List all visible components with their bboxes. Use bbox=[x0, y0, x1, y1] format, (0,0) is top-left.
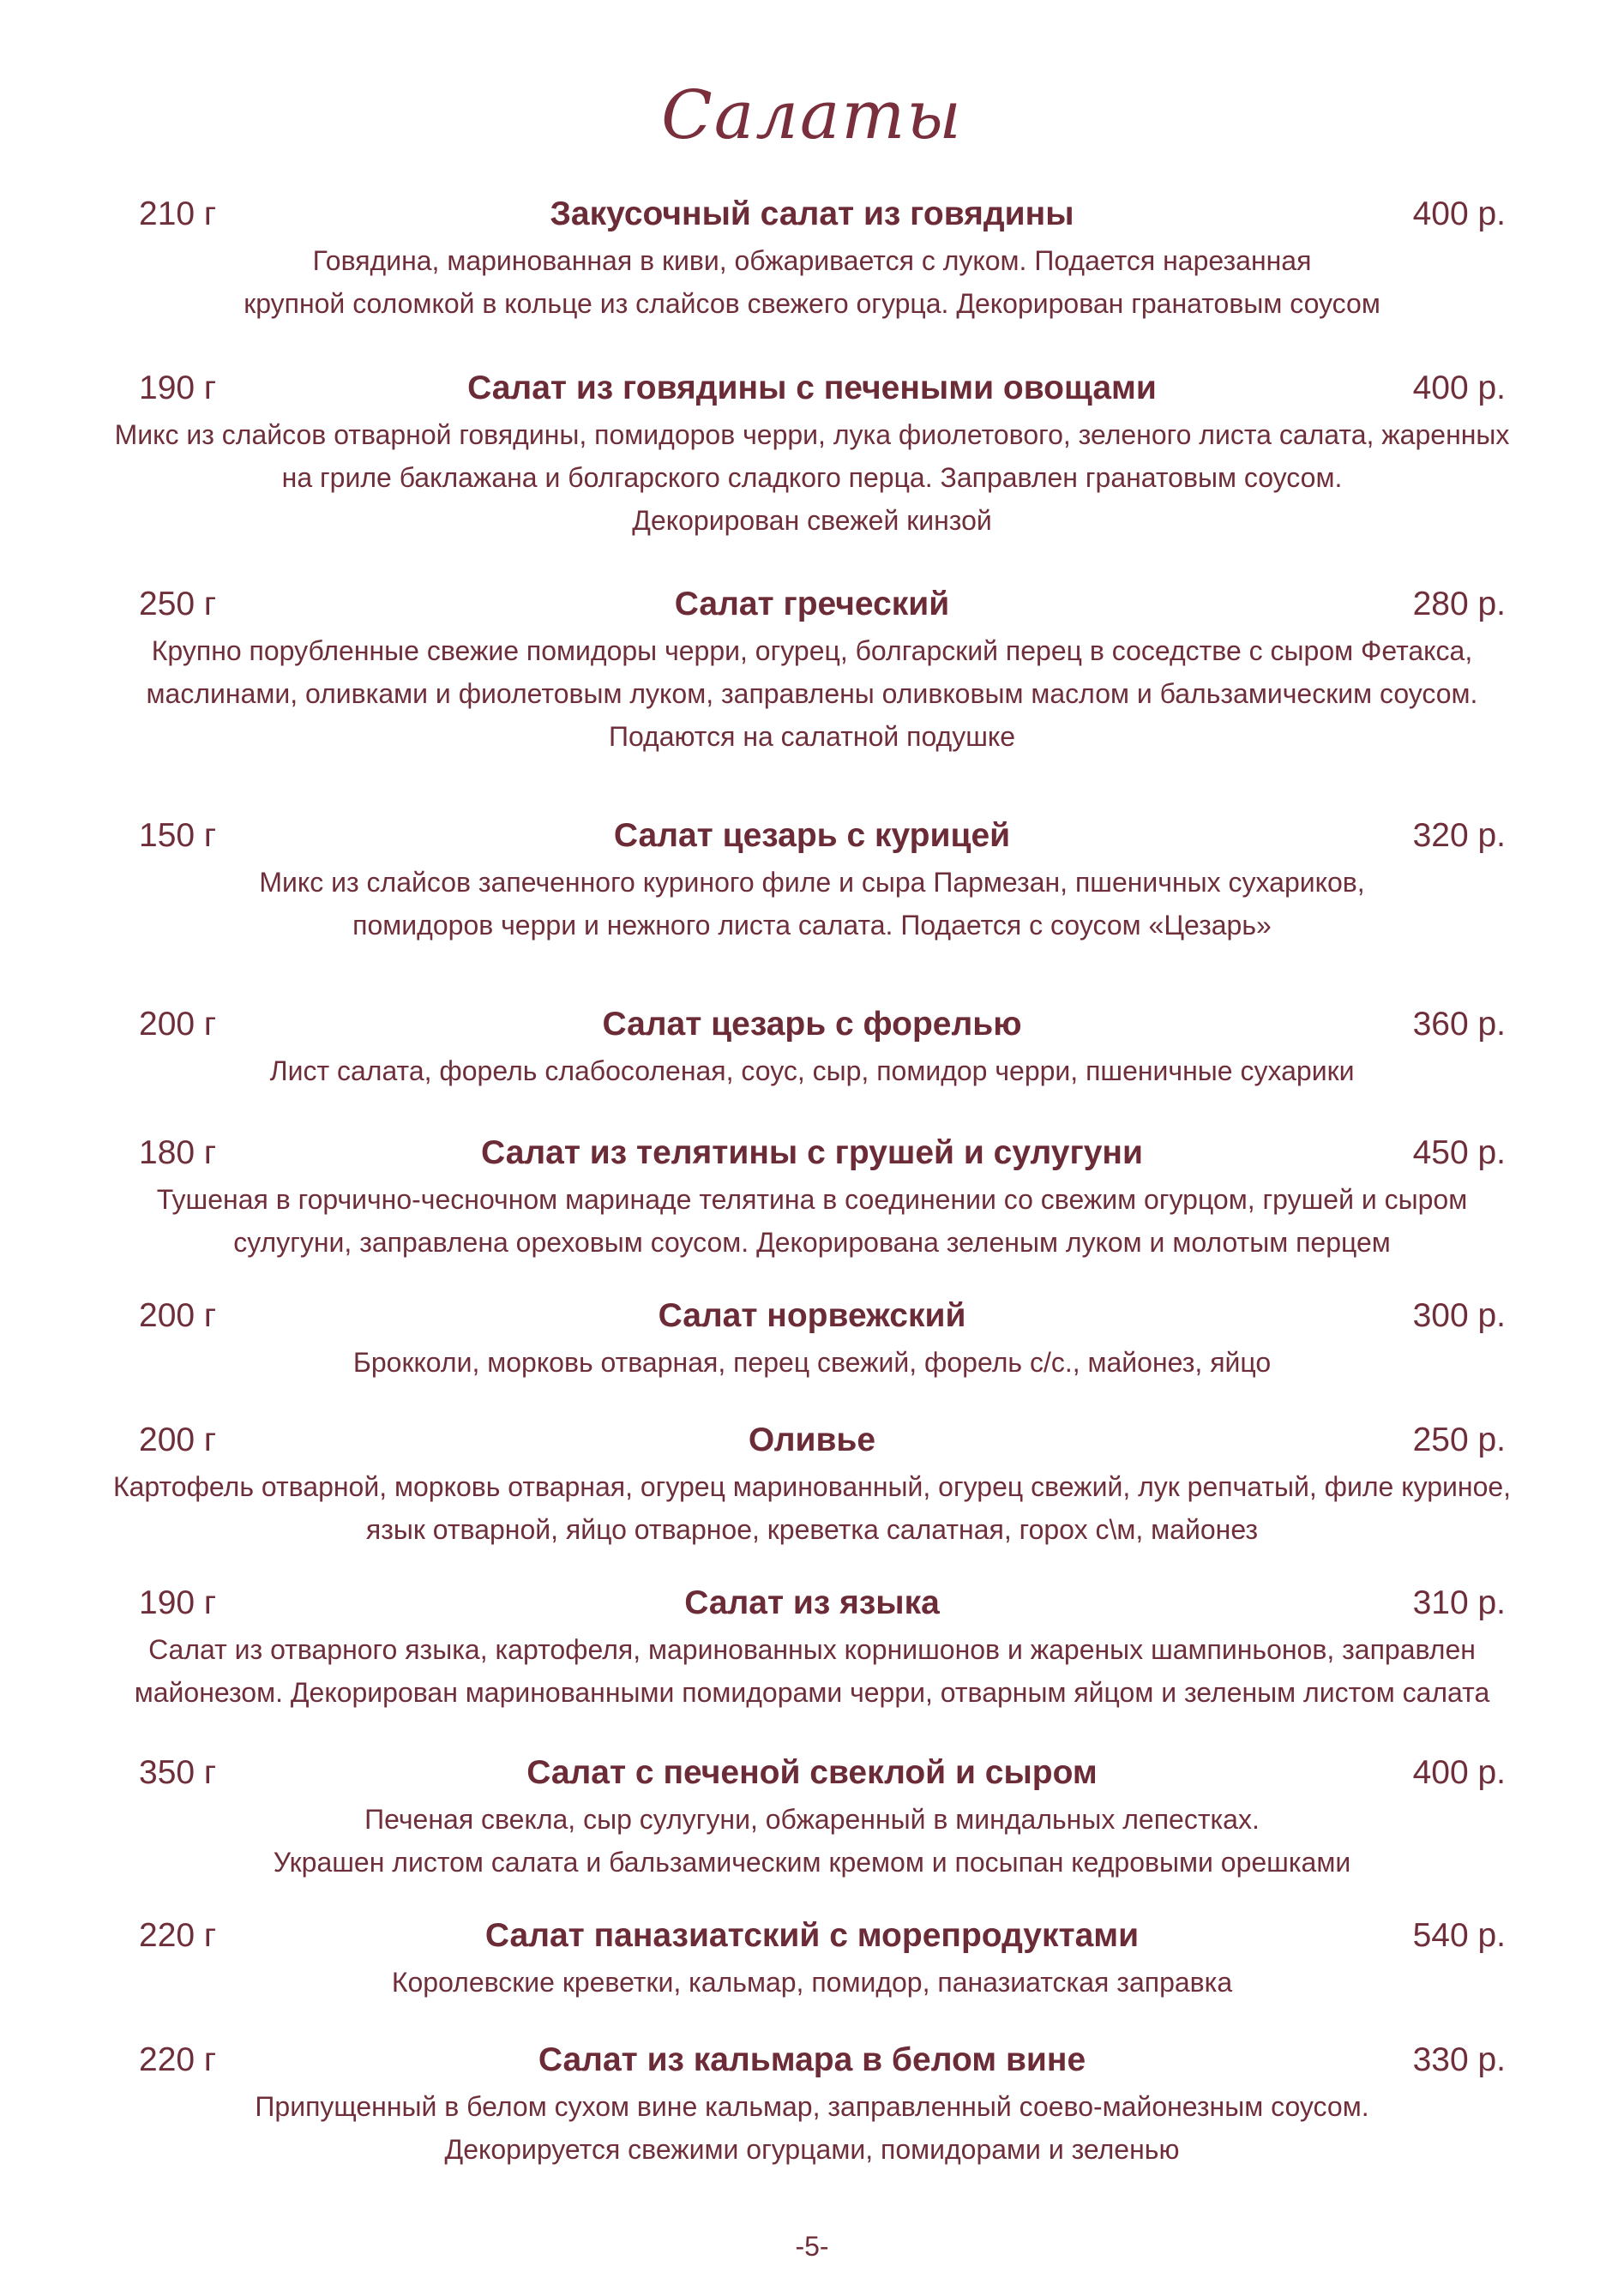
item-description bbox=[0, 1961, 1624, 2004]
item-description bbox=[0, 861, 1624, 947]
item-price: 400 р. bbox=[1412, 195, 1506, 232]
item-weight: 200 г bbox=[139, 1297, 217, 1334]
item-description bbox=[0, 1178, 1624, 1264]
item-price: 400 р. bbox=[1412, 1754, 1506, 1791]
item-description-line: Припущенный в белом сухом вине кальмар, заправленный соево-майонезным соусом. bbox=[255, 2091, 1369, 2122]
item-price: 320 р. bbox=[1412, 817, 1506, 854]
item-weight: 200 г bbox=[139, 1421, 217, 1458]
item-description bbox=[0, 1798, 1624, 1884]
item-name: Салат паназиатский с морепродуктами bbox=[484, 1917, 1140, 1954]
item-description-line: Микс из слайсов отварной говядины, помидоров черри, лука фиолетового, зеленого листа салата, жаренных bbox=[114, 419, 1510, 450]
item-name: Оливье bbox=[748, 1421, 876, 1458]
item-description-line: Декорируется свежими огурцами, помидорами и зеленью bbox=[444, 2134, 1180, 2165]
item-weight: 190 г bbox=[139, 1584, 217, 1621]
item-price: 400 р. bbox=[1412, 370, 1506, 406]
menu-item bbox=[0, 367, 1624, 542]
item-name: Салат из кальмара в белом вине bbox=[538, 2041, 1086, 2078]
item-name: Салат норвежский bbox=[658, 1297, 966, 1334]
item-name: Салат из телятины с грушей и сулугуни bbox=[481, 1134, 1143, 1171]
item-price: 360 р. bbox=[1412, 1006, 1506, 1043]
item-name: Салат греческий bbox=[674, 586, 950, 622]
menu-item bbox=[0, 1582, 1624, 1714]
item-description bbox=[0, 1465, 1624, 1551]
item-price: 280 р. bbox=[1412, 586, 1506, 622]
item-weight: 210 г bbox=[139, 195, 217, 232]
item-description-line: Брокколи, морковь отварная, перец свежий, форель с/с., майонез, яйцо bbox=[352, 1347, 1272, 1378]
item-weight: 180 г bbox=[139, 1134, 217, 1171]
item-name: Салат цезарь с форелью bbox=[602, 1006, 1022, 1043]
item-name: Салат из языка bbox=[684, 1584, 940, 1621]
page-number: -5- bbox=[795, 2231, 829, 2262]
item-weight: 250 г bbox=[139, 586, 217, 622]
item-weight: 220 г bbox=[139, 2041, 217, 2078]
menu-item bbox=[0, 193, 1624, 325]
item-description bbox=[0, 2085, 1624, 2171]
item-price: 540 р. bbox=[1412, 1917, 1506, 1954]
item-description-line: помидоров черри и нежного листа салата. Подается с соусом «Цезарь» bbox=[352, 910, 1272, 941]
item-description-line: язык отварной, яйцо отварное, креветка салатная, горох с\м, майонез bbox=[365, 1514, 1259, 1545]
item-price: 300 р. bbox=[1412, 1297, 1506, 1334]
item-description-line: майонезом. Декорирован маринованными помидорами черри, отварным яйцом и зеленым листом салата bbox=[134, 1677, 1490, 1708]
item-description-line: сулугуни, заправлена ореховым соусом. Декорирована зеленым луком и молотым перцем bbox=[233, 1227, 1391, 1258]
item-name: Салат из говядины с печеными овощами bbox=[467, 370, 1157, 406]
menu-item bbox=[0, 583, 1624, 758]
item-price: 330 р. bbox=[1412, 2041, 1506, 2078]
menu-item bbox=[0, 1295, 1624, 1384]
item-description-line: Крупно порубленные свежие помидоры черри, огурец, болгарский перец в соседстве с сыром Фетакса, bbox=[151, 635, 1473, 666]
item-description-line: Картофель отварной, морковь отварная, огурец маринованный, огурец свежий, лук репчатый, филе куриное, bbox=[112, 1471, 1512, 1502]
item-weight: 350 г bbox=[139, 1754, 217, 1791]
item-weight: 150 г bbox=[139, 817, 217, 854]
page-title: Салаты bbox=[661, 77, 963, 154]
item-name: Салат с печеной свеклой и сыром bbox=[526, 1754, 1098, 1791]
item-description-line: Декорирован свежей кинзой bbox=[632, 505, 992, 536]
item-description-line: на гриле баклажана и болгарского сладкого перца. Заправлен гранатовым соусом. bbox=[281, 462, 1343, 493]
menu-item bbox=[0, 814, 1624, 947]
item-price: 450 р. bbox=[1412, 1134, 1506, 1171]
item-description bbox=[0, 413, 1624, 542]
item-description-line: Подаются на салатной подушке bbox=[608, 721, 1016, 752]
item-description bbox=[0, 239, 1624, 325]
menu-item bbox=[0, 1419, 1624, 1551]
item-description-line: Королевские креветки, кальмар, помидор, паназиатская заправка bbox=[391, 1967, 1233, 1998]
item-description-line: Украшен листом салата и бальзамическим кремом и посыпан кедровыми орешками bbox=[273, 1847, 1351, 1878]
menu-item bbox=[0, 2039, 1624, 2171]
menu-item bbox=[0, 1003, 1624, 1092]
menu-item bbox=[0, 1132, 1624, 1264]
item-weight: 190 г bbox=[139, 370, 217, 406]
item-name: Салат цезарь с курицей bbox=[613, 817, 1011, 854]
item-description-line: маслинами, оливками и фиолетовым луком, заправлены оливковым маслом и бальзамическим соусом. bbox=[146, 678, 1478, 709]
item-weight: 200 г bbox=[139, 1006, 217, 1043]
item-description-line: Говядина, маринованная в киви, обжаривается с луком. Подается нарезанная bbox=[312, 245, 1312, 276]
item-description-line: Салат из отварного языка, картофеля, маринованных корнишонов и жареных шампиньонов, заправлен bbox=[148, 1634, 1476, 1665]
menu-item bbox=[0, 1752, 1624, 1884]
menu-item bbox=[0, 1914, 1624, 2004]
item-description-line: Тушеная в горчично-чесночном маринаде телятина в соединении со свежим огурцом, грушей и сыром bbox=[156, 1184, 1468, 1215]
item-description-line: Микс из слайсов запеченного куриного филе и сыра Пармезан, пшеничных сухариков, bbox=[259, 867, 1365, 898]
item-price: 310 р. bbox=[1412, 1584, 1506, 1621]
item-description bbox=[0, 1049, 1624, 1092]
item-description bbox=[0, 1341, 1624, 1384]
item-description-line: Печеная свекла, сыр сулугуни, обжаренный в миндальных лепестках. bbox=[364, 1804, 1260, 1835]
item-weight: 220 г bbox=[139, 1917, 217, 1954]
item-description-line: Лист салата, форель слабосоленая, соус, сыр, помидор черри, пшеничные сухарики bbox=[269, 1055, 1355, 1086]
item-description bbox=[0, 629, 1624, 758]
item-description bbox=[0, 1628, 1624, 1714]
item-description-line: крупной соломкой в кольце из слайсов свежего огурца. Декорирован гранатовым соусом bbox=[244, 288, 1380, 319]
item-name: Закусочный салат из говядины bbox=[550, 195, 1074, 232]
item-price: 250 р. bbox=[1412, 1421, 1506, 1458]
